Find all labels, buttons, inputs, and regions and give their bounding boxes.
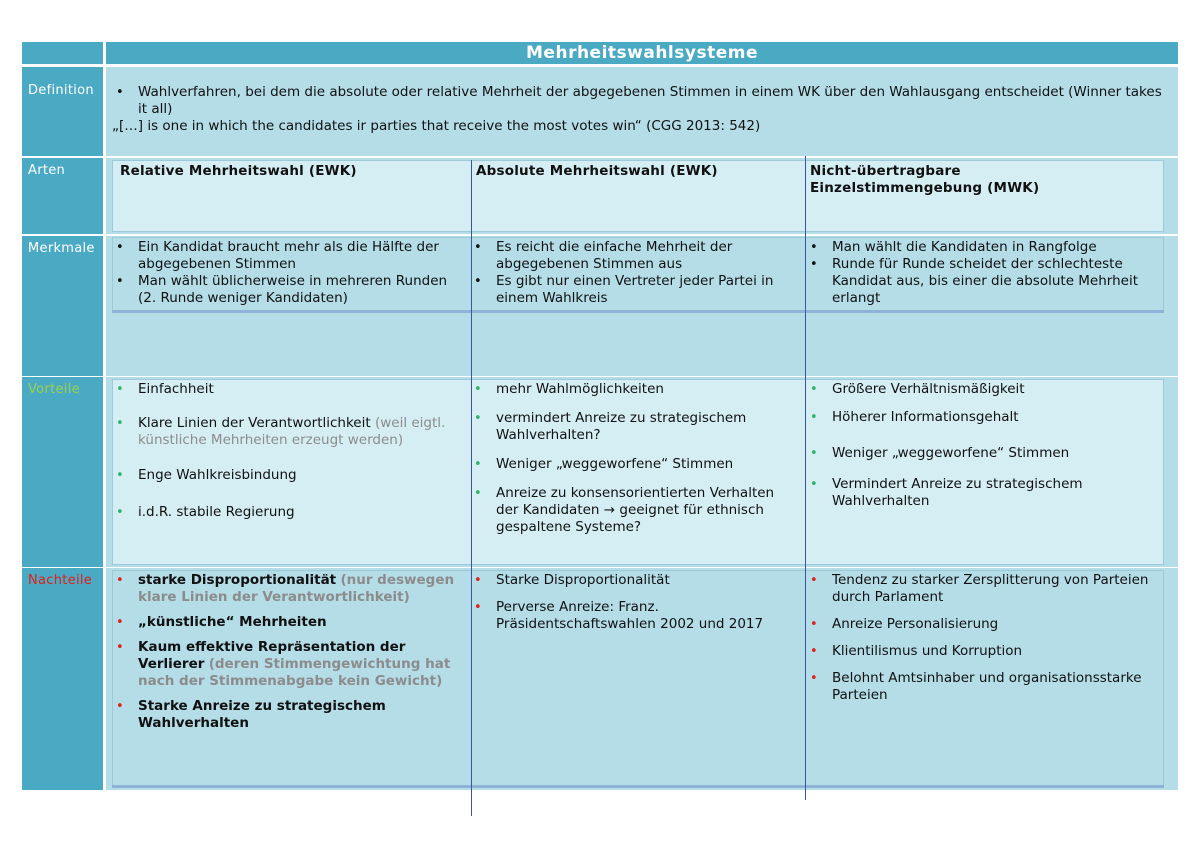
- list-item: • vermindert Anreize zu strategischem Wahlverhalten?: [474, 410, 747, 443]
- definition-content: [112, 84, 1162, 135]
- list-item: • „künstliche“ Mehrheiten: [116, 614, 327, 630]
- row-label-arten: [22, 158, 103, 234]
- nachteile-cell-absolute: [470, 572, 790, 633]
- nachteile-label: Nachteile: [28, 573, 93, 588]
- row-label-definition: [22, 67, 103, 156]
- vorteile-cell-relative: [112, 381, 462, 521]
- list-item: • Runde für Runde scheidet der schlechteste Kandidat aus, bis einer die absolute Mehrheit erlangt: [810, 256, 1139, 306]
- list-item: • Starke Anreize zu strategischem Wahlverhalten: [116, 698, 386, 731]
- column-header-relative: Relative Mehrheitswahl (EWK): [120, 163, 357, 179]
- list-item: • Enge Wahlkreisbindung: [116, 467, 297, 483]
- column-divider-1: [471, 160, 472, 816]
- column-header-mwk: Nicht-übertragbare Einzelstimmengebung (MWK): [810, 163, 1040, 196]
- nachteile-cell-mwk: [806, 572, 1156, 704]
- list-item: • Man wählt üblicherweise in mehreren Runden (2. Runde weniger Kandidaten): [116, 273, 448, 306]
- definition-item: • Wahlverfahren, bei dem die absolute oder relative Mehrheit der abgegebenen Stimmen in einem WK über den Wahlausgang entscheidet (Winner takes it all): [116, 84, 1162, 117]
- vorteile-cell-mwk: [806, 381, 1156, 510]
- list-item: • Anreize zu konsensorientierten Verhalten der Kandidaten → geeignet für ethnisch gespaltene Systeme?: [474, 485, 775, 535]
- nachteile-underline: [112, 785, 1164, 788]
- list-item: • Es gibt nur einen Vertreter jeder Partei in einem Wahlkreis: [474, 273, 774, 306]
- list-item: • Größere Verhältnismäßigkeit: [810, 381, 1025, 397]
- merkmale-cell-mwk: [806, 239, 1156, 307]
- list-item: • Es reicht die einfache Mehrheit der abgegebenen Stimmen aus: [474, 239, 733, 272]
- nachteile-cell-relative: [112, 572, 462, 732]
- column-header-absolute: Absolute Mehrheitswahl (EWK): [476, 163, 718, 179]
- row-label-vorteile: [22, 377, 103, 567]
- vorteile-cell-absolute: [470, 381, 790, 536]
- list-item: • Vermindert Anreize zu strategischem Wahlverhalten: [810, 476, 1083, 509]
- list-item: • Man wählt die Kandidaten in Rangfolge: [810, 239, 1097, 255]
- list-item: • starke Disproportionalität (nur deswegen klare Linien der Verantwortlichkeit): [116, 572, 455, 605]
- list-item: • i.d.R. stabile Regierung: [116, 504, 295, 520]
- row-label-merkmale: [22, 236, 103, 376]
- list-item: • Klare Linien der Verantwortlichkeit (weil eigtl. künstliche Mehrheiten erzeugt werden): [116, 415, 446, 448]
- definition-quote: „[…] is one in which the candidates ir parties that receive the most votes win“ (CGG 2013: 542): [112, 118, 761, 134]
- list-item: • Klientilismus und Korruption: [810, 643, 1023, 659]
- column-divider-2: [805, 156, 806, 800]
- merkmale-underline: [112, 310, 1164, 313]
- corner-cell: [22, 42, 103, 64]
- merkmale-label: Merkmale: [28, 241, 95, 256]
- definition-label: Definition: [28, 83, 94, 98]
- table-title: [106, 42, 1178, 64]
- list-item: • Kaum effektive Repräsentation der Verlierer (deren Stimmengewichtung hat nach der Stimmenabgabe kein Gewicht): [116, 639, 451, 689]
- list-item: • Einfachheit: [116, 381, 214, 397]
- list-item: • mehr Wahlmöglichkeiten: [474, 381, 664, 397]
- definition-list: [112, 84, 1162, 118]
- title-text: Mehrheitswahlsysteme: [526, 43, 758, 63]
- list-item: • Höherer Informationsgehalt: [810, 409, 1019, 425]
- list-item: • Belohnt Amtsinhaber und organisationsstarke Parteien: [810, 670, 1142, 703]
- merkmale-cell-relative: [112, 239, 462, 307]
- row-label-nachteile: [22, 568, 103, 790]
- arten-label: Arten: [28, 163, 66, 178]
- vorteile-label: Vorteile: [28, 382, 80, 397]
- list-item: • Ein Kandidat braucht mehr als die Hälfte der abgegebenen Stimmen: [116, 239, 439, 272]
- merkmale-cell-absolute: [470, 239, 790, 307]
- list-item: • Perverse Anreize: Franz. Präsidentschaftswahlen 2002 und 2017: [474, 599, 764, 632]
- list-item: • Starke Disproportionalität: [474, 572, 670, 588]
- list-item: • Weniger „weggeworfene“ Stimmen: [810, 445, 1070, 461]
- list-item: • Anreize Personalisierung: [810, 616, 999, 632]
- list-item: • Weniger „weggeworfene“ Stimmen: [474, 456, 734, 472]
- list-item: • Tendenz zu starker Zersplitterung von Parteien durch Parlament: [810, 572, 1149, 605]
